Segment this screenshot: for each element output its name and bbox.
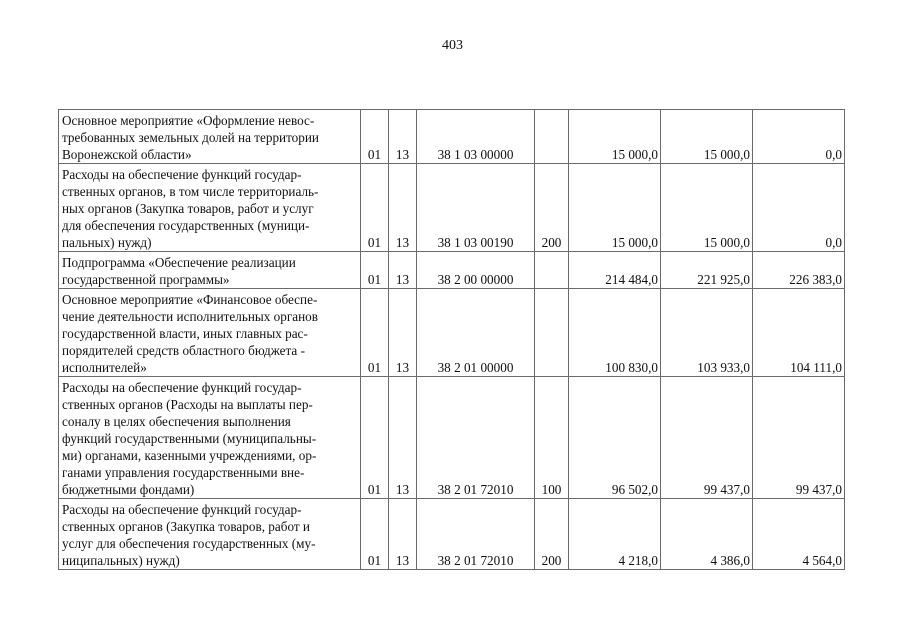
item-name-cell <box>59 289 361 377</box>
item-name-line: ственных органов (Закупка товаров, работ и <box>62 519 310 534</box>
page-number: 403 <box>442 38 463 53</box>
amount-year2-cell: 15 000,0 <box>661 110 753 164</box>
item-name-line: Основное мероприятие «Финансовое обеспе- <box>62 292 318 307</box>
section-code-cell: 01 <box>361 164 389 252</box>
subsection-code-cell: 13 <box>389 499 417 570</box>
item-name-line: порядителей средств областного бюджета - <box>62 343 305 358</box>
table-row <box>59 499 845 570</box>
expense-type-cell: 200 <box>535 499 569 570</box>
amount-year1-cell: 96 502,0 <box>569 377 661 499</box>
amount-year2-cell: 4 386,0 <box>661 499 753 570</box>
item-name-line: ниципальных) нужд) <box>62 553 180 568</box>
amount-year1-cell: 15 000,0 <box>569 164 661 252</box>
item-name-line: ственных органов, в том числе территориаль- <box>62 184 319 199</box>
amount-year1-cell: 214 484,0 <box>569 252 661 289</box>
item-name-line: Подпрограмма «Обеспечение реализации <box>62 255 296 270</box>
item-name-cell <box>59 252 361 289</box>
budget-table-body <box>59 110 845 570</box>
item-name-line: государственной программы» <box>62 272 230 287</box>
item-name-line: ми) органами, казенными учреждениями, ор- <box>62 448 317 463</box>
expense-type-cell: 100 <box>535 377 569 499</box>
target-article-cell: 38 1 03 00190 <box>417 164 535 252</box>
expense-type-cell: 200 <box>535 164 569 252</box>
expense-type-cell <box>535 110 569 164</box>
item-name-cell <box>59 377 361 499</box>
item-name-line: исполнителей» <box>62 360 147 375</box>
table-row <box>59 252 845 289</box>
section-code-cell: 01 <box>361 252 389 289</box>
expense-type-cell <box>535 252 569 289</box>
amount-year2-cell: 99 437,0 <box>661 377 753 499</box>
item-name-line: функций государственными (муниципальны- <box>62 431 317 446</box>
amount-year2-cell: 103 933,0 <box>661 289 753 377</box>
item-name-line: государственной власти, иных главных рас- <box>62 326 308 341</box>
item-name-cell <box>59 110 361 164</box>
target-article-cell: 38 2 00 00000 <box>417 252 535 289</box>
amount-year3-cell: 99 437,0 <box>753 377 845 499</box>
amount-year1-cell: 4 218,0 <box>569 499 661 570</box>
section-code-cell: 01 <box>361 499 389 570</box>
table-row <box>59 110 845 164</box>
item-name-line: ственных органов (Расходы на выплаты пер- <box>62 397 313 412</box>
item-name-line: пальных) нужд) <box>62 235 152 250</box>
item-name-line: Воронежской области» <box>62 147 192 162</box>
amount-year3-cell: 4 564,0 <box>753 499 845 570</box>
item-name-cell <box>59 164 361 252</box>
item-name-line: Основное мероприятие «Оформление невос- <box>62 113 315 128</box>
item-name-cell <box>59 499 361 570</box>
expense-type-cell <box>535 289 569 377</box>
table-row <box>59 377 845 499</box>
item-name-line: Расходы на обеспечение функций государ- <box>62 502 302 517</box>
subsection-code-cell: 13 <box>389 289 417 377</box>
subsection-code-cell: 13 <box>389 164 417 252</box>
amount-year3-cell: 0,0 <box>753 110 845 164</box>
target-article-cell: 38 2 01 72010 <box>417 499 535 570</box>
subsection-code-cell: 13 <box>389 377 417 499</box>
amount-year2-cell: 15 000,0 <box>661 164 753 252</box>
item-name-line: Расходы на обеспечение функций государ- <box>62 380 302 395</box>
target-article-cell: 38 2 01 00000 <box>417 289 535 377</box>
item-name-line: чение деятельности исполнительных органов <box>62 309 318 324</box>
item-name-line: соналу в целях обеспечения выполнения <box>62 414 291 429</box>
amount-year2-cell: 221 925,0 <box>661 252 753 289</box>
item-name-line: ганами управления государственными вне- <box>62 465 305 480</box>
item-name-line: Расходы на обеспечение функций государ- <box>62 167 302 182</box>
amount-year1-cell: 100 830,0 <box>569 289 661 377</box>
target-article-cell: 38 2 01 72010 <box>417 377 535 499</box>
amount-year1-cell: 15 000,0 <box>569 110 661 164</box>
table-row <box>59 164 845 252</box>
amount-year3-cell: 104 111,0 <box>753 289 845 377</box>
section-code-cell: 01 <box>361 289 389 377</box>
table-row <box>59 289 845 377</box>
subsection-code-cell: 13 <box>389 110 417 164</box>
amount-year3-cell: 0,0 <box>753 164 845 252</box>
amount-year3-cell: 226 383,0 <box>753 252 845 289</box>
section-code-cell: 01 <box>361 110 389 164</box>
item-name-line: ных органов (Закупка товаров, работ и услуг <box>62 201 314 216</box>
target-article-cell: 38 1 03 00000 <box>417 110 535 164</box>
item-name-line: бюджетными фондами) <box>62 482 195 497</box>
subsection-code-cell: 13 <box>389 252 417 289</box>
section-code-cell: 01 <box>361 377 389 499</box>
item-name-line: для обеспечения государственных (муници- <box>62 218 310 233</box>
item-name-line: услуг для обеспечения государственных (му- <box>62 536 316 551</box>
item-name-line: требованных земельных долей на территории <box>62 130 319 145</box>
budget-table <box>58 109 845 570</box>
